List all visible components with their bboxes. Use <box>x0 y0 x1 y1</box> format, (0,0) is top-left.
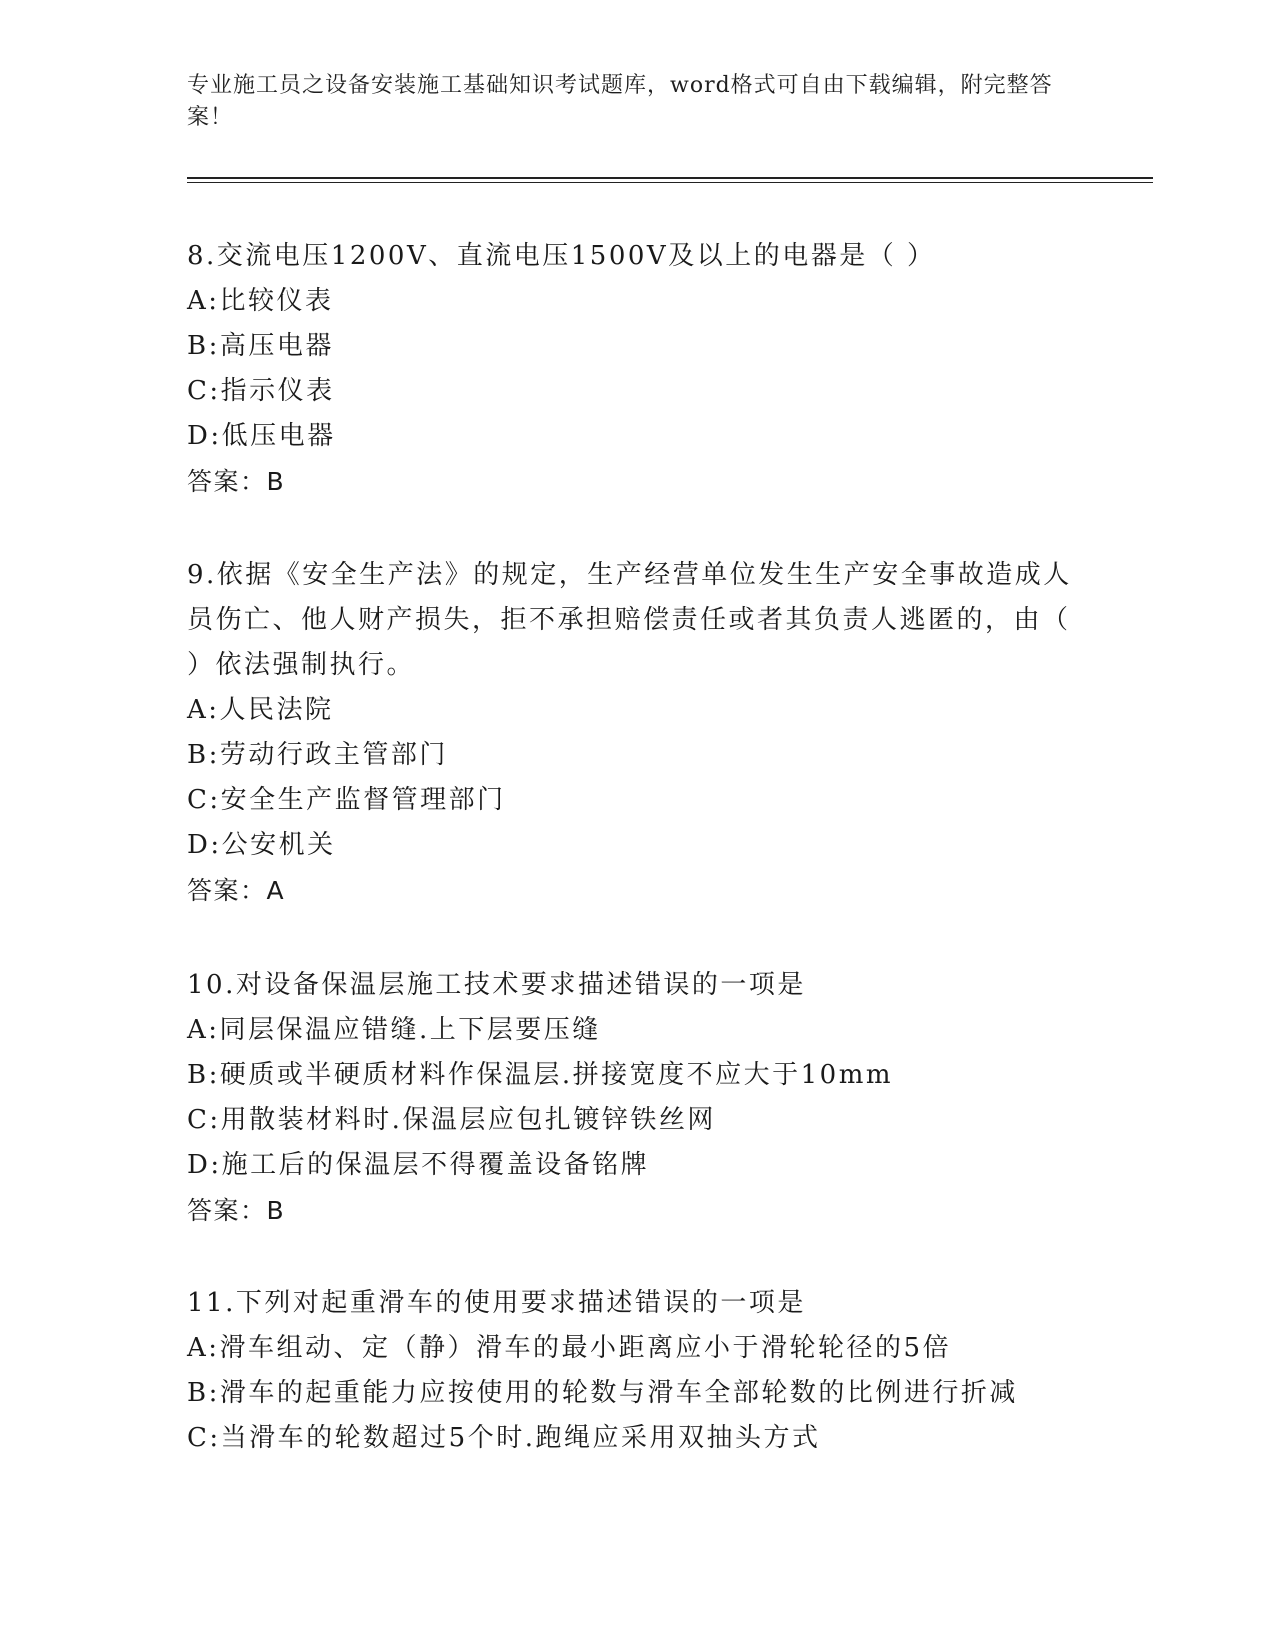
question-11 <box>187 1281 1087 1461</box>
option-a: A:滑车组动、定（静）滑车的最小距离应小于滑轮轮径的5倍 <box>187 1333 952 1363</box>
question-9 <box>187 553 1087 913</box>
question-stem: 9.依据《安全生产法》的规定，生产经营单位发生生产安全事故造成人员伤亡、他人财产损失，拒不承担赔偿责任或者其负责人逃匿的，由（ ）依法强制执行。 <box>187 560 1072 680</box>
answer-line: 答案：A <box>187 876 286 905</box>
option-b: B:高压电器 <box>187 331 334 361</box>
answer-line: 答案：B <box>187 1196 286 1225</box>
option-b: B:硬质或半硬质材料作保温层.拼接宽度不应大于10mm <box>187 1060 894 1090</box>
option-d: D:公安机关 <box>187 830 336 860</box>
question-8 <box>187 234 1087 504</box>
question-stem: 8.交流电压1200V、直流电压1500V及以上的电器是（ ） <box>187 241 936 271</box>
document-title: 专业施工员之设备安装施工基础知识考试题库，word格式可自由下载编辑，附完整答案！ <box>187 73 1053 130</box>
question-stem: 10.对设备保温层施工技术要求描述错误的一项是 <box>187 970 806 1000</box>
option-c: C:用散装材料时.保温层应包扎镀锌铁丝网 <box>187 1105 716 1135</box>
option-c: C:指示仪表 <box>187 376 335 406</box>
option-d: D:低压电器 <box>187 421 336 451</box>
option-b: B:滑车的起重能力应按使用的轮数与滑车全部轮数的比例进行折减 <box>187 1378 1018 1408</box>
question-stem: 11.下列对起重滑车的使用要求描述错误的一项是 <box>187 1288 806 1318</box>
option-d: D:施工后的保温层不得覆盖设备铭牌 <box>187 1150 650 1180</box>
question-10 <box>187 963 1087 1233</box>
option-a: A:比较仪表 <box>187 286 334 316</box>
answer-line: 答案：B <box>187 467 286 496</box>
option-a: A:同层保温应错缝.上下层要压缝 <box>187 1015 601 1045</box>
header-divider <box>187 177 1153 183</box>
option-c: C:安全生产监督管理部门 <box>187 785 506 815</box>
option-b: B:劳动行政主管部门 <box>187 740 448 770</box>
option-c: C:当滑车的轮数超过5个时.跑绳应采用双抽头方式 <box>187 1423 821 1453</box>
document-header <box>187 70 1067 134</box>
option-a: A:人民法院 <box>187 695 334 725</box>
